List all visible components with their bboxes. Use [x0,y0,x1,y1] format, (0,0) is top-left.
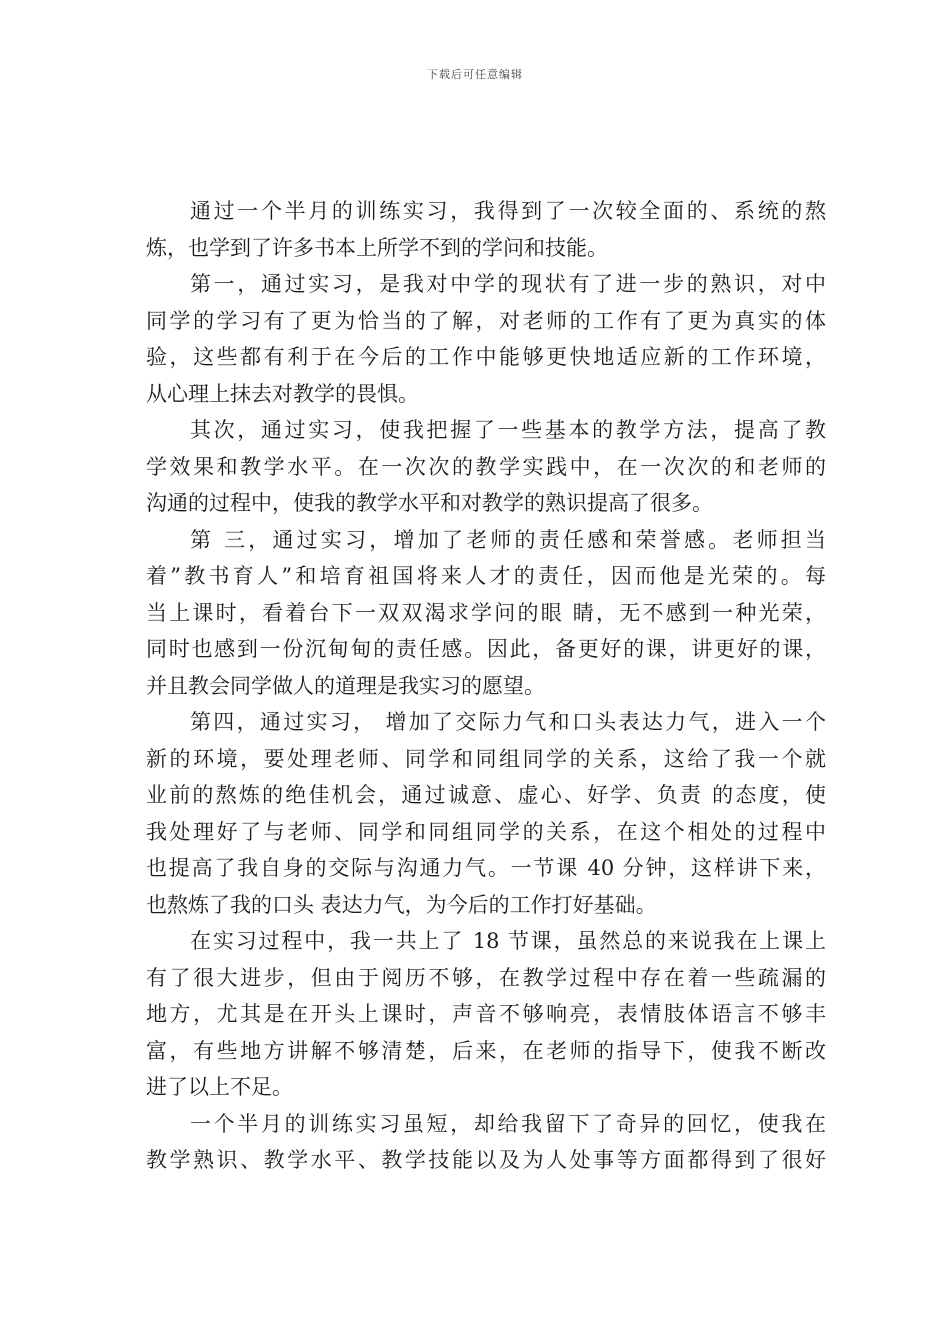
text-line: 从心理上抹去对教学的畏惧。 [146,381,419,406]
text-line: 验，这些都有利于在今后的工作中能够更快地适应新的工作环境， [146,345,826,369]
text-line: 有了很大进步，但由于阅历不够，在教学过程中存在着一些疏漏的 [146,965,826,990]
text-line: 学效果和教学水平。在一次次的教学实践中，在一次次的和老师的 [146,454,826,479]
document-body [146,193,826,1179]
text-line: 富，有些地方讲解不够清楚，后来，在老师的指导下，使我不断改 [146,1038,826,1063]
text-line: 也提高了我自身的交际与沟通力气。一节课 40 分钟，这样讲下来， [146,856,826,880]
text-line: 着”教书育人”和培育祖国将来人才的责任，因而他是光荣的。每 [146,564,826,588]
text-line: 当上课时，看着台下一双双渴求学问的眼 睛，无不感到一种光荣， [146,600,826,625]
text-line: 通过一个半月的训练实习，我得到了一次较全面的、系统的熬 [190,199,826,223]
text-line: 同学的学习有了更为恰当的了解，对老师的工作有了更为真实的体 [146,308,826,333]
text-line: 炼，也学到了许多书本上所学不到的学问和技能。 [146,235,608,260]
text-line: 我处理好了与老师、同学和同组同学的关系，在这个相处的过程中 [146,819,826,844]
text-line: 进了以上不足。 [146,1075,293,1099]
text-line: 教学熟识、教学水平、教学技能以及为人处事等方面都得到了很好 [146,1148,826,1172]
text-line: 并且教会同学做人的道理是我实习的愿望。 [146,673,545,698]
page-header-note: 下载后可任意编辑 [427,68,523,81]
text-line: 一个半月的训练实习虽短，却给我留下了奇异的回忆，使我在 [190,1111,826,1136]
text-line: 地方，尤其是在开头上课时，声音不够响亮，表情肢体语言不够丰 [146,1002,826,1026]
text-line: 沟通的过程中，使我的教学水平和对教学的熟识提高了很多。 [146,491,713,515]
text-line: 第四，通过实习， 增加了交际力气和口头表达力气，进入一个 [190,710,826,734]
text-line: 第一，通过实习，是我对中学的现状有了进一步的熟识，对中 [190,272,826,296]
text-line: 也熬炼了我的口头 表达力气，为今后的工作打好基础。 [146,892,657,917]
text-line: 同时也感到一份沉甸甸的责任感。因此，备更好的课，讲更好的课， [146,637,826,661]
text-line: 第 三，通过实习，增加了老师的责任感和荣誉感。老师担当 [190,527,826,552]
text-line: 新的环境，要处理老师、同学和同组同学的关系，这给了我一个就 [146,746,826,771]
text-line: 业前的熬炼的绝佳机会，通过诚意、虚心、好学、负责 的态度，使 [146,783,826,807]
text-line: 其次，通过实习，使我把握了一些基本的教学方法，提高了教 [190,418,826,442]
text-line: 在实习过程中，我一共上了 18 节课，虽然总的来说我在上课上 [190,929,826,953]
